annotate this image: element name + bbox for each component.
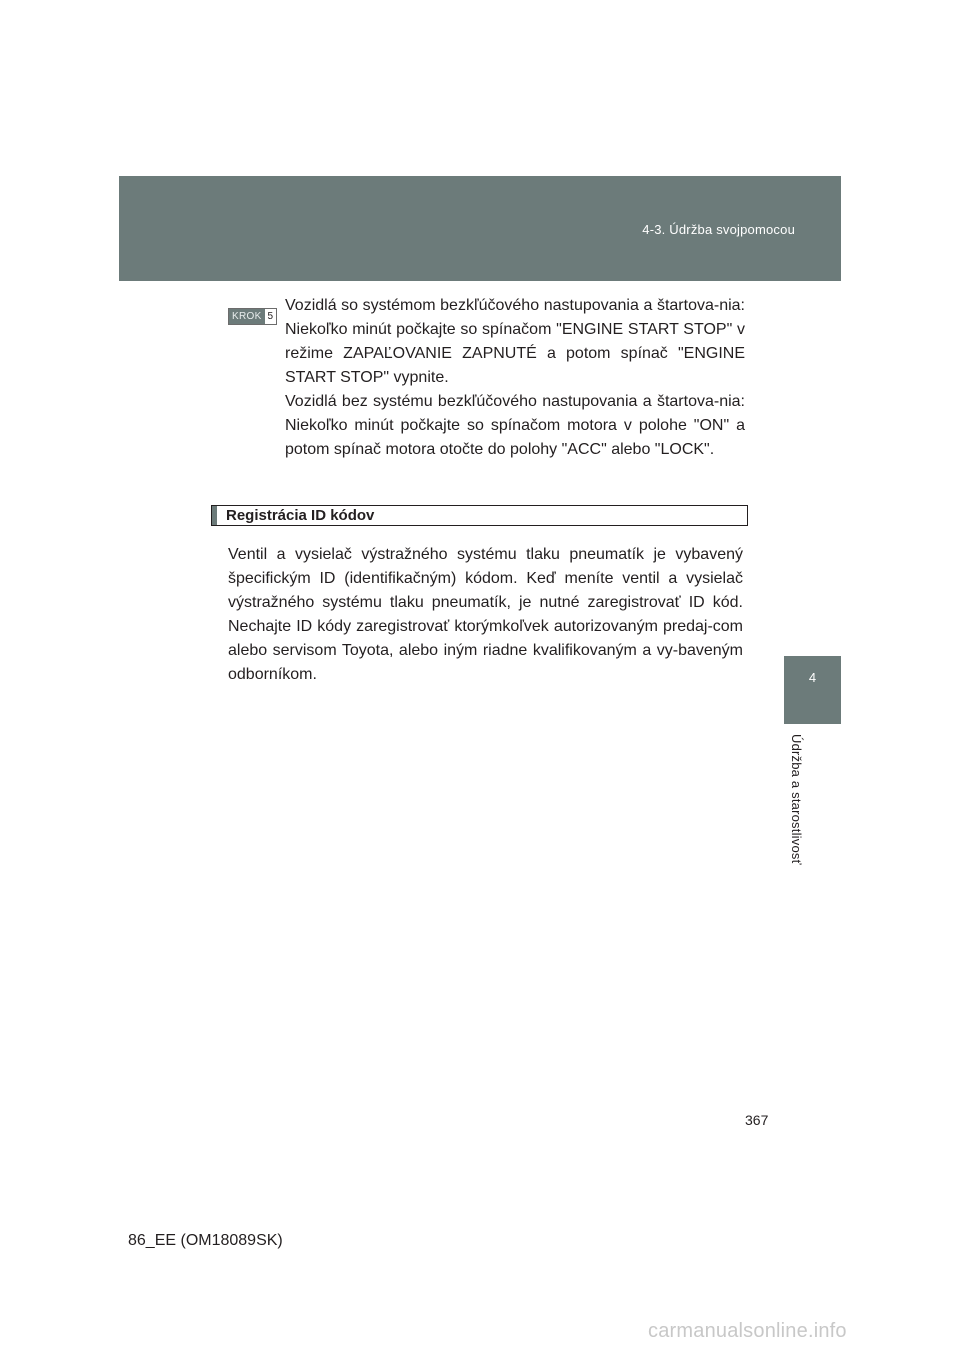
document-code: 86_EE (OM18089SK) xyxy=(128,1232,283,1249)
header-band xyxy=(119,176,841,281)
step-paragraph-no-keyless: Vozidlá bez systému bezkľúčového nastupovania a štartova-nia: Niekoľko minút počkajte so spínačom motora v polohe "ON" a potom spínač motora otočte do polohy "ACC" alebo "LOCK". xyxy=(285,393,745,458)
chapter-tab xyxy=(784,656,841,724)
page-number: 367 xyxy=(745,1112,769,1128)
step-instructions xyxy=(285,294,745,462)
step-badge-label: KROK xyxy=(229,309,265,324)
section-body: Ventil a vysielač výstražného systému tlaku pneumatík je vybavený špecifickým ID (identifikačným) kódom. Keď meníte ventil a vysielač výstražného systému tlaku pneumatík, je nutné zaregistrovať ID kód. Nechajte ID kódy zaregistrovať ktorýmkoľvek autorizovaným predaj-com alebo servisom Toyota, alebo iným riadne kvalifikovaným a vy-baveným odborníkom. xyxy=(228,546,743,683)
step-marker xyxy=(228,306,277,325)
header-section-title: 4-3. Údržba svojpomocou xyxy=(642,222,795,237)
section-heading-box xyxy=(211,505,748,526)
watermark: carmanualsonline.info xyxy=(648,1320,847,1342)
section-heading: Registrácia ID kódov xyxy=(226,507,375,524)
chapter-title-vertical: Údržba a starostlivosť xyxy=(789,734,804,865)
step-badge xyxy=(228,308,277,325)
step-badge-number: 5 xyxy=(265,309,277,324)
section-heading-accent xyxy=(212,506,217,525)
step-paragraph-keyless: Vozidlá so systémom bezkľúčového nastupovania a štartova-nia: Niekoľko minút počkajte so spínačom "ENGINE START STOP" v režime ZAPAĽOVANIE ZAPNUTÉ a potom spínač "ENGINE START STOP" vypnite. xyxy=(285,297,745,386)
chapter-number: 4 xyxy=(808,670,817,685)
